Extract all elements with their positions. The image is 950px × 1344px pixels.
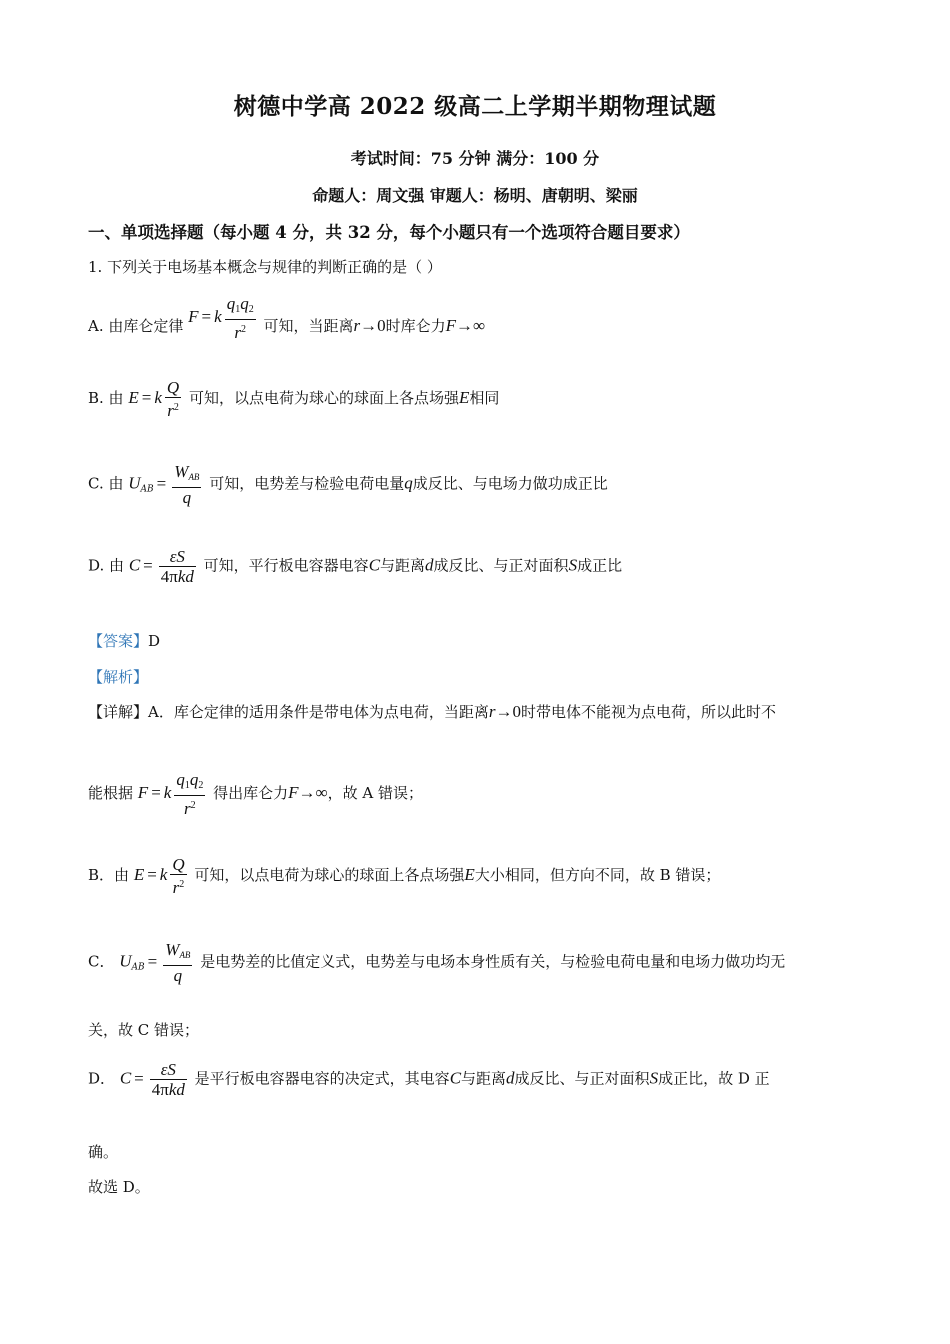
- option-a: A. 由库仑定律 F = k $\frac{q1q2}{r^2}$ 可知，当距离r→0时库仑力F→∞: [88, 294, 486, 342]
- capacitance-formula-detail: C = $\frac{\varepsilon S}{\text{4πkd}}$: [119, 1060, 185, 1099]
- detail-c: C． $U_{AB}$ = $\frac{\text{WAB}}{q}$ 是电势差的比值定义式，电势差与电场本身性质有关，与检验电荷电量和电场力做功均无: [88, 940, 786, 985]
- potential-difference-formula-detail: $U_{AB}$ = $\frac{\text{WAB}}{q}$: [119, 940, 191, 985]
- coulomb-formula-detail: F = k $\frac{q1q2}{r^2}$: [137, 770, 204, 818]
- analysis-label: 【解析】: [88, 668, 149, 686]
- point-charge-field-formula: E = k $\frac{Q}{r^2}$: [128, 378, 180, 420]
- option-d: D. 由 C = $\frac{\varepsilon S}{\text{4πkd}}$ 可知，平行板电容器电容C与距离d成反比、与正对面积S成正比: [88, 547, 623, 586]
- detail-a-line-2: 能根据 F = k $\frac{q1q2}{r^2}$ 得出库仑力F→∞，故 A 错误；: [88, 770, 424, 818]
- answer-label: 【答案】: [88, 632, 149, 650]
- point-charge-field-formula-detail: E = k $\frac{Q}{r^2}$: [133, 855, 185, 897]
- question-1-stem: 1. 下列关于电场基本概念与规律的判断正确的是（ ）: [88, 258, 442, 276]
- option-a-prefix: A. 由库仑定律: [88, 317, 184, 335]
- exam-info: 考试时间：75 分钟 满分：100 分: [350, 149, 600, 168]
- detail-d-line-2: 确。: [88, 1143, 119, 1161]
- option-b: B. 由 E = k $\frac{Q}{r^2}$ 可知，以点电荷为球心的球面上各点场强E相同: [88, 378, 500, 420]
- authors-line: 命题人：周文强 审题人：杨明、唐朝明、梁丽: [312, 186, 638, 205]
- detail-b: B．由 E = k $\frac{Q}{r^2}$ 可知，以点电荷为球心的球面上各点场强E大小相同，但方向不同，故 B 错误；: [88, 855, 721, 897]
- option-c: C. 由 $U_{AB}$ = $\frac{\text{WAB}}{q}$ 可知，电势差与检验电荷电量q成反比、与电场力做功成正比: [88, 462, 608, 507]
- detail-a-line-1: 【详解】A．库仑定律的适用条件是带电体为点电荷，当距离r→0时带电体不能视为点电荷，所以此时不: [88, 702, 776, 721]
- section-heading: 一、单项选择题（每小题 4 分，共 32 分，每个小题只有一个选项符合题目要求）: [88, 223, 690, 242]
- conclusion: 故选 D。: [88, 1178, 150, 1196]
- capacitance-formula: C = $\frac{\varepsilon S}{\text{4πkd}}$: [128, 547, 194, 586]
- detail-d: D． C = $\frac{\varepsilon S}{\text{4πkd}}$ 是平行板电容器电容的决定式，其电容C与距离d成反比、与正对面积S成正比，故 D 正: [88, 1060, 770, 1099]
- detail-c-line-2: 关，故 C 错误；: [88, 1021, 200, 1039]
- answer-value: D: [148, 632, 161, 650]
- page-title: 树德中学高 2022 级高二上学期半期物理试题: [233, 93, 717, 120]
- coulomb-formula: F = k $\frac{q1q2}{r^2}$: [188, 294, 254, 342]
- potential-difference-formula: $U_{AB}$ = $\frac{\text{WAB}}{q}$: [128, 462, 200, 507]
- answer-line: [88, 631, 160, 651]
